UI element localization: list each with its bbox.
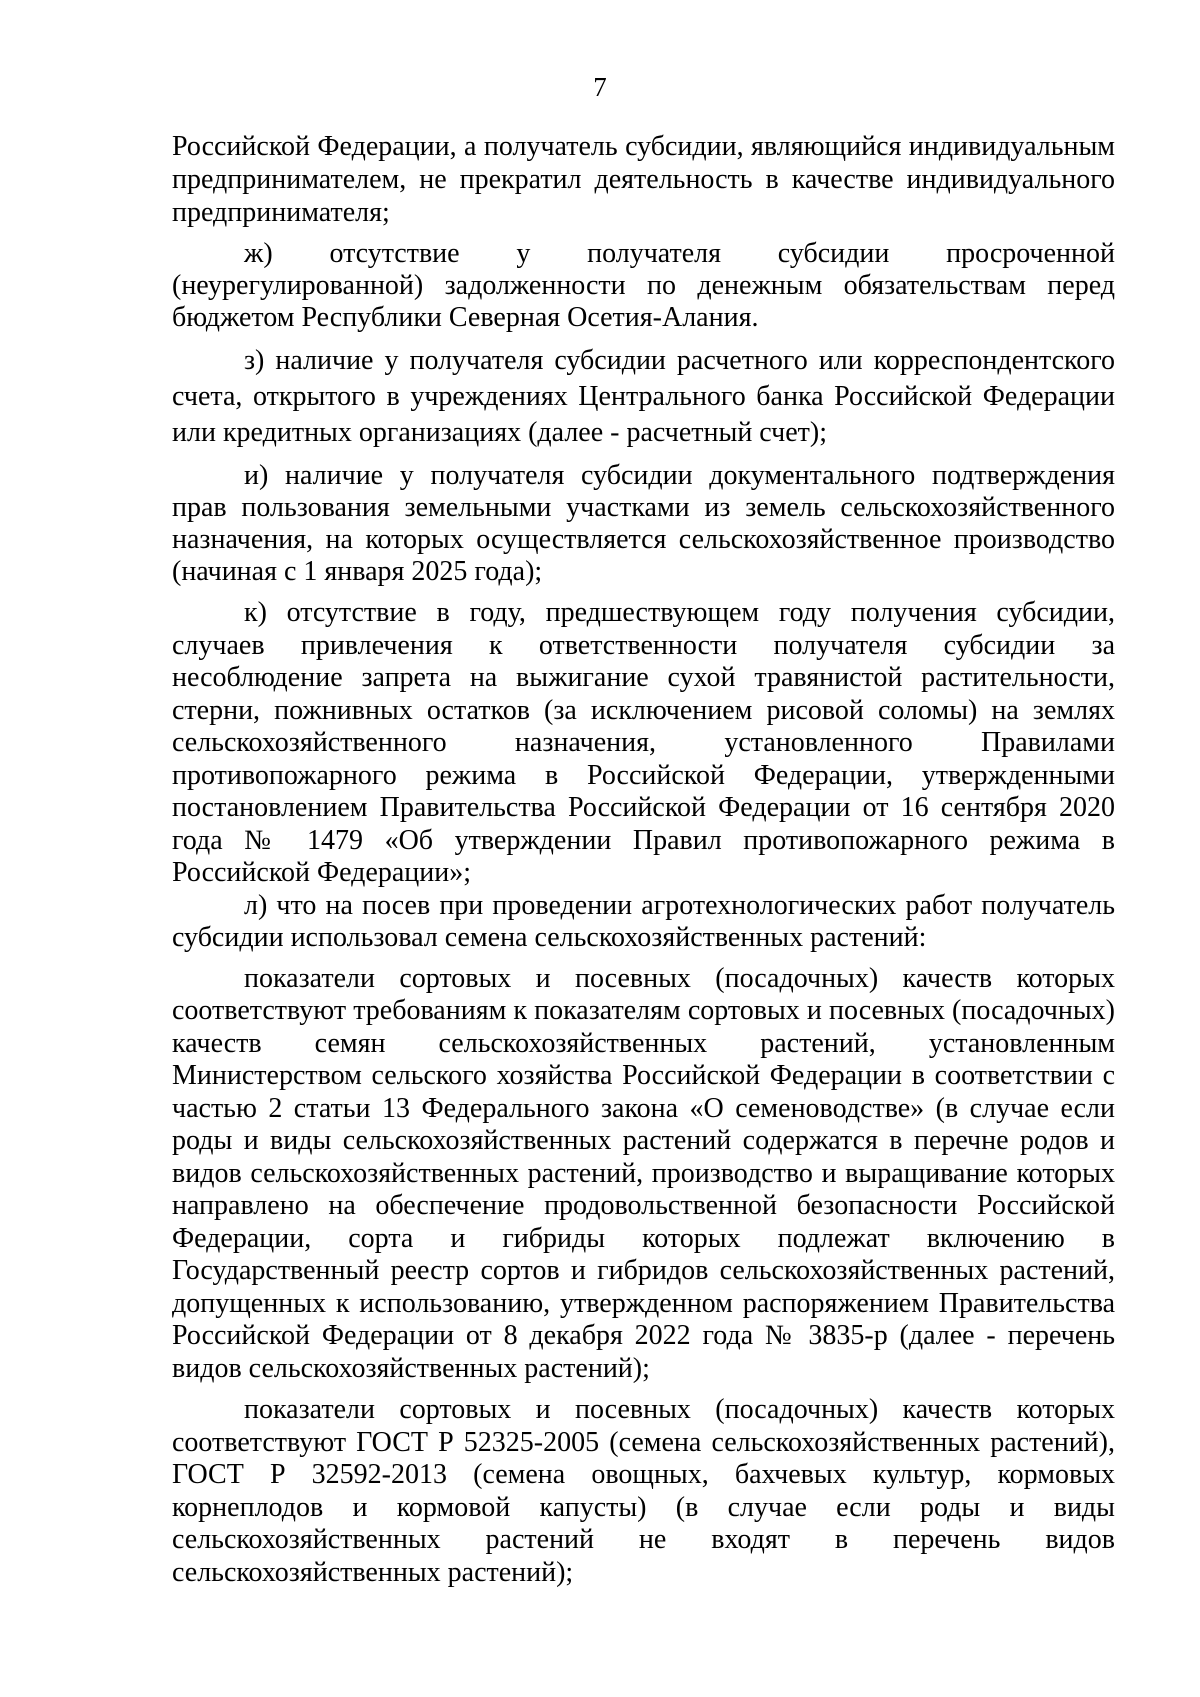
paragraph-item-l: л) что на посев при проведении агротехнологических работ получатель субсидии использовал семена сельскохозяйственных растений: bbox=[172, 889, 1115, 953]
paragraph-seed-requirements-list: показатели сортовых и посевных (посадочных) качеств которых соответствуют требованиям к показателям сортовых и посевных (посадочных) качеств семян сельскохозяйственных растений, установленным Министерством сельского хозяйства Российской Федерации в соответствии с частью 2 статьи 13 Федерального закона «О семеноводстве» (в случае если роды и виды сельскохозяйственных растений содержатся в перечне родов и видов сельскохозяйственных растений, производство и выращивание которых направлено на обеспечение продовольственной безопасности Российской Федерации, сорта и гибриды которых подлежат включению в Государственный реестр сортов и гибридов сельскохозяйственных растений, допущенных к использованию, утвержденном распоряжением Правительства Российской Федерации от 8 декабря 2022 года № 3835-р (далее - перечень видов сельскохозяйственных растений); bbox=[172, 962, 1115, 1384]
paragraph-item-zh: ж) отсутствие у получателя субсидии просроченной (неурегулированной) задолженности по денежным обязательствам перед бюджетом Республики Северная Осетия-Алания. bbox=[172, 238, 1115, 333]
page-number: 7 bbox=[593, 72, 607, 102]
paragraph-item-k: к) отсутствие в году, предшествующем году получения субсидии, случаев привлечения к ответственности получателя субсидии за несоблюдение запрета на выжигание сухой травянистой растительности, стерни, пожнивных остатков (за исключением рисовой соломы) на землях сельскохозяйственного назначения, установленного Правилами противопожарного режима в Российской Федерации, утвержденными постановлением Правительства Российской Федерации от 16 сентября 2020 года № 1479 «Об утверждении Правил противопожарного режима в Российской Федерации»; bbox=[172, 597, 1115, 888]
paragraph-item-i: и) наличие у получателя субсидии документального подтверждения прав пользования земельными участками из земель сельскохозяйственного назначения, на которых осуществляется сельскохозяйственное производство (начиная с 1 января 2025 года); bbox=[172, 460, 1115, 587]
paragraph-seed-requirements-gost: показатели сортовых и посевных (посадочных) качеств которых соответствуют ГОСТ Р 52325-2005 (семена сельскохозяйственных растений), ГОСТ Р 32592-2013 (семена овощных, бахчевых культур, кормовых корнеплодов и кормовой капусты) (в случае если роды и виды сельскохозяйственных растений не входят в перечень видов сельскохозяйственных растений); bbox=[172, 1394, 1115, 1588]
document-body bbox=[172, 130, 1115, 1598]
paragraph-continuation: Российской Федерации, а получатель субсидии, являющийся индивидуальным предпринимателем, не прекратил деятельность в качестве индивидуального предпринимателя; bbox=[172, 131, 1115, 228]
paragraph-item-z: з) наличие у получателя субсидии расчетного или корреспондентского счета, открытого в учреждениях Центрального банка Российской Федерации или кредитных организациях (далее - расчетный счет); bbox=[172, 345, 1115, 448]
